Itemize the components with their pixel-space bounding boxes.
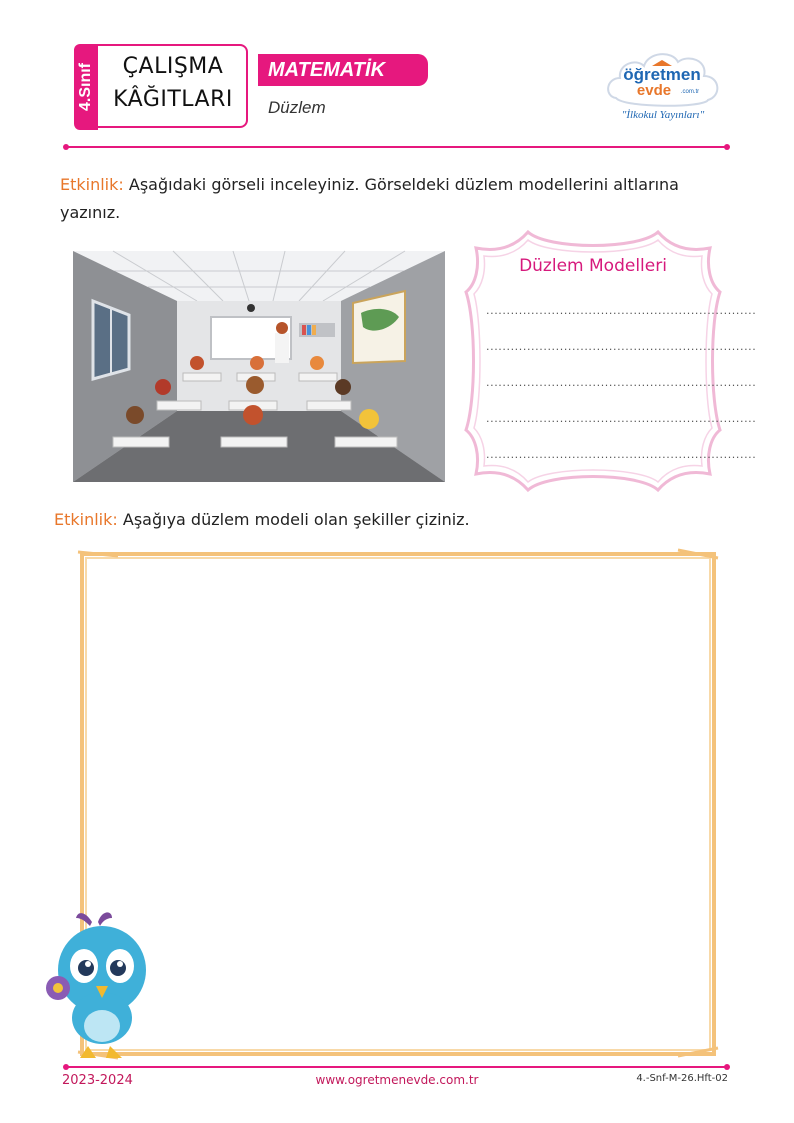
header-divider	[66, 146, 726, 148]
answer-line-5[interactable]: ..................................................................	[486, 448, 757, 461]
answer-line-2[interactable]: ..................................................................	[486, 340, 757, 353]
title-line1: ÇALIŞMA	[122, 54, 224, 79]
logo-tagline: "İlkokul Yayınları"	[621, 109, 705, 121]
classroom-illustration	[73, 251, 445, 482]
divider-dot-right	[724, 144, 730, 150]
drawing-area[interactable]	[78, 548, 718, 1058]
grade-label: 4.Sınıf	[77, 62, 95, 112]
topic-label: Düzlem	[268, 98, 326, 117]
logo-domain: .com.tr	[680, 89, 700, 95]
logo-brand-part1: öğretmen	[623, 65, 701, 84]
logo-brand-part2: evde	[636, 82, 672, 99]
activity1-text-line1: Aşağıdaki görseli inceleyiniz. Görseldeki düzlem modellerini altlarına	[128, 175, 679, 194]
title-line2: KÂĞITLARI	[113, 87, 233, 112]
answer-line-1[interactable]: ..................................................................	[486, 304, 757, 317]
activity2-instruction	[54, 506, 470, 534]
answer-line-3[interactable]: ..................................................................	[486, 376, 757, 389]
subject-label: MATEMATİK	[258, 54, 428, 86]
activity2-text: Aşağıya düzlem modeli olan şekiller çiziniz.	[122, 510, 470, 529]
footer-dot-left	[63, 1064, 69, 1070]
publisher-logo	[604, 46, 722, 130]
footer-divider	[66, 1066, 726, 1068]
models-box-title: Düzlem Modelleri	[519, 256, 667, 276]
footer-code: 4.-Snf-M-26.Hft-02	[636, 1073, 728, 1084]
activity1-instruction	[60, 171, 700, 199]
answer-line-4[interactable]: ..................................................................	[486, 412, 757, 425]
divider-dot-left	[63, 144, 69, 150]
activity1-text-line2: yazınız.	[60, 203, 121, 222]
footer-year: 2023-2024	[62, 1073, 133, 1088]
footer-website[interactable]: www.ogretmenevde.com.tr	[315, 1073, 479, 1087]
activity1-label: Etkinlik:	[60, 175, 124, 194]
footer-dot-right	[724, 1064, 730, 1070]
bird-mascot	[40, 908, 150, 1062]
activity2-label: Etkinlik:	[54, 510, 118, 529]
grade-label-wrap	[72, 44, 100, 130]
